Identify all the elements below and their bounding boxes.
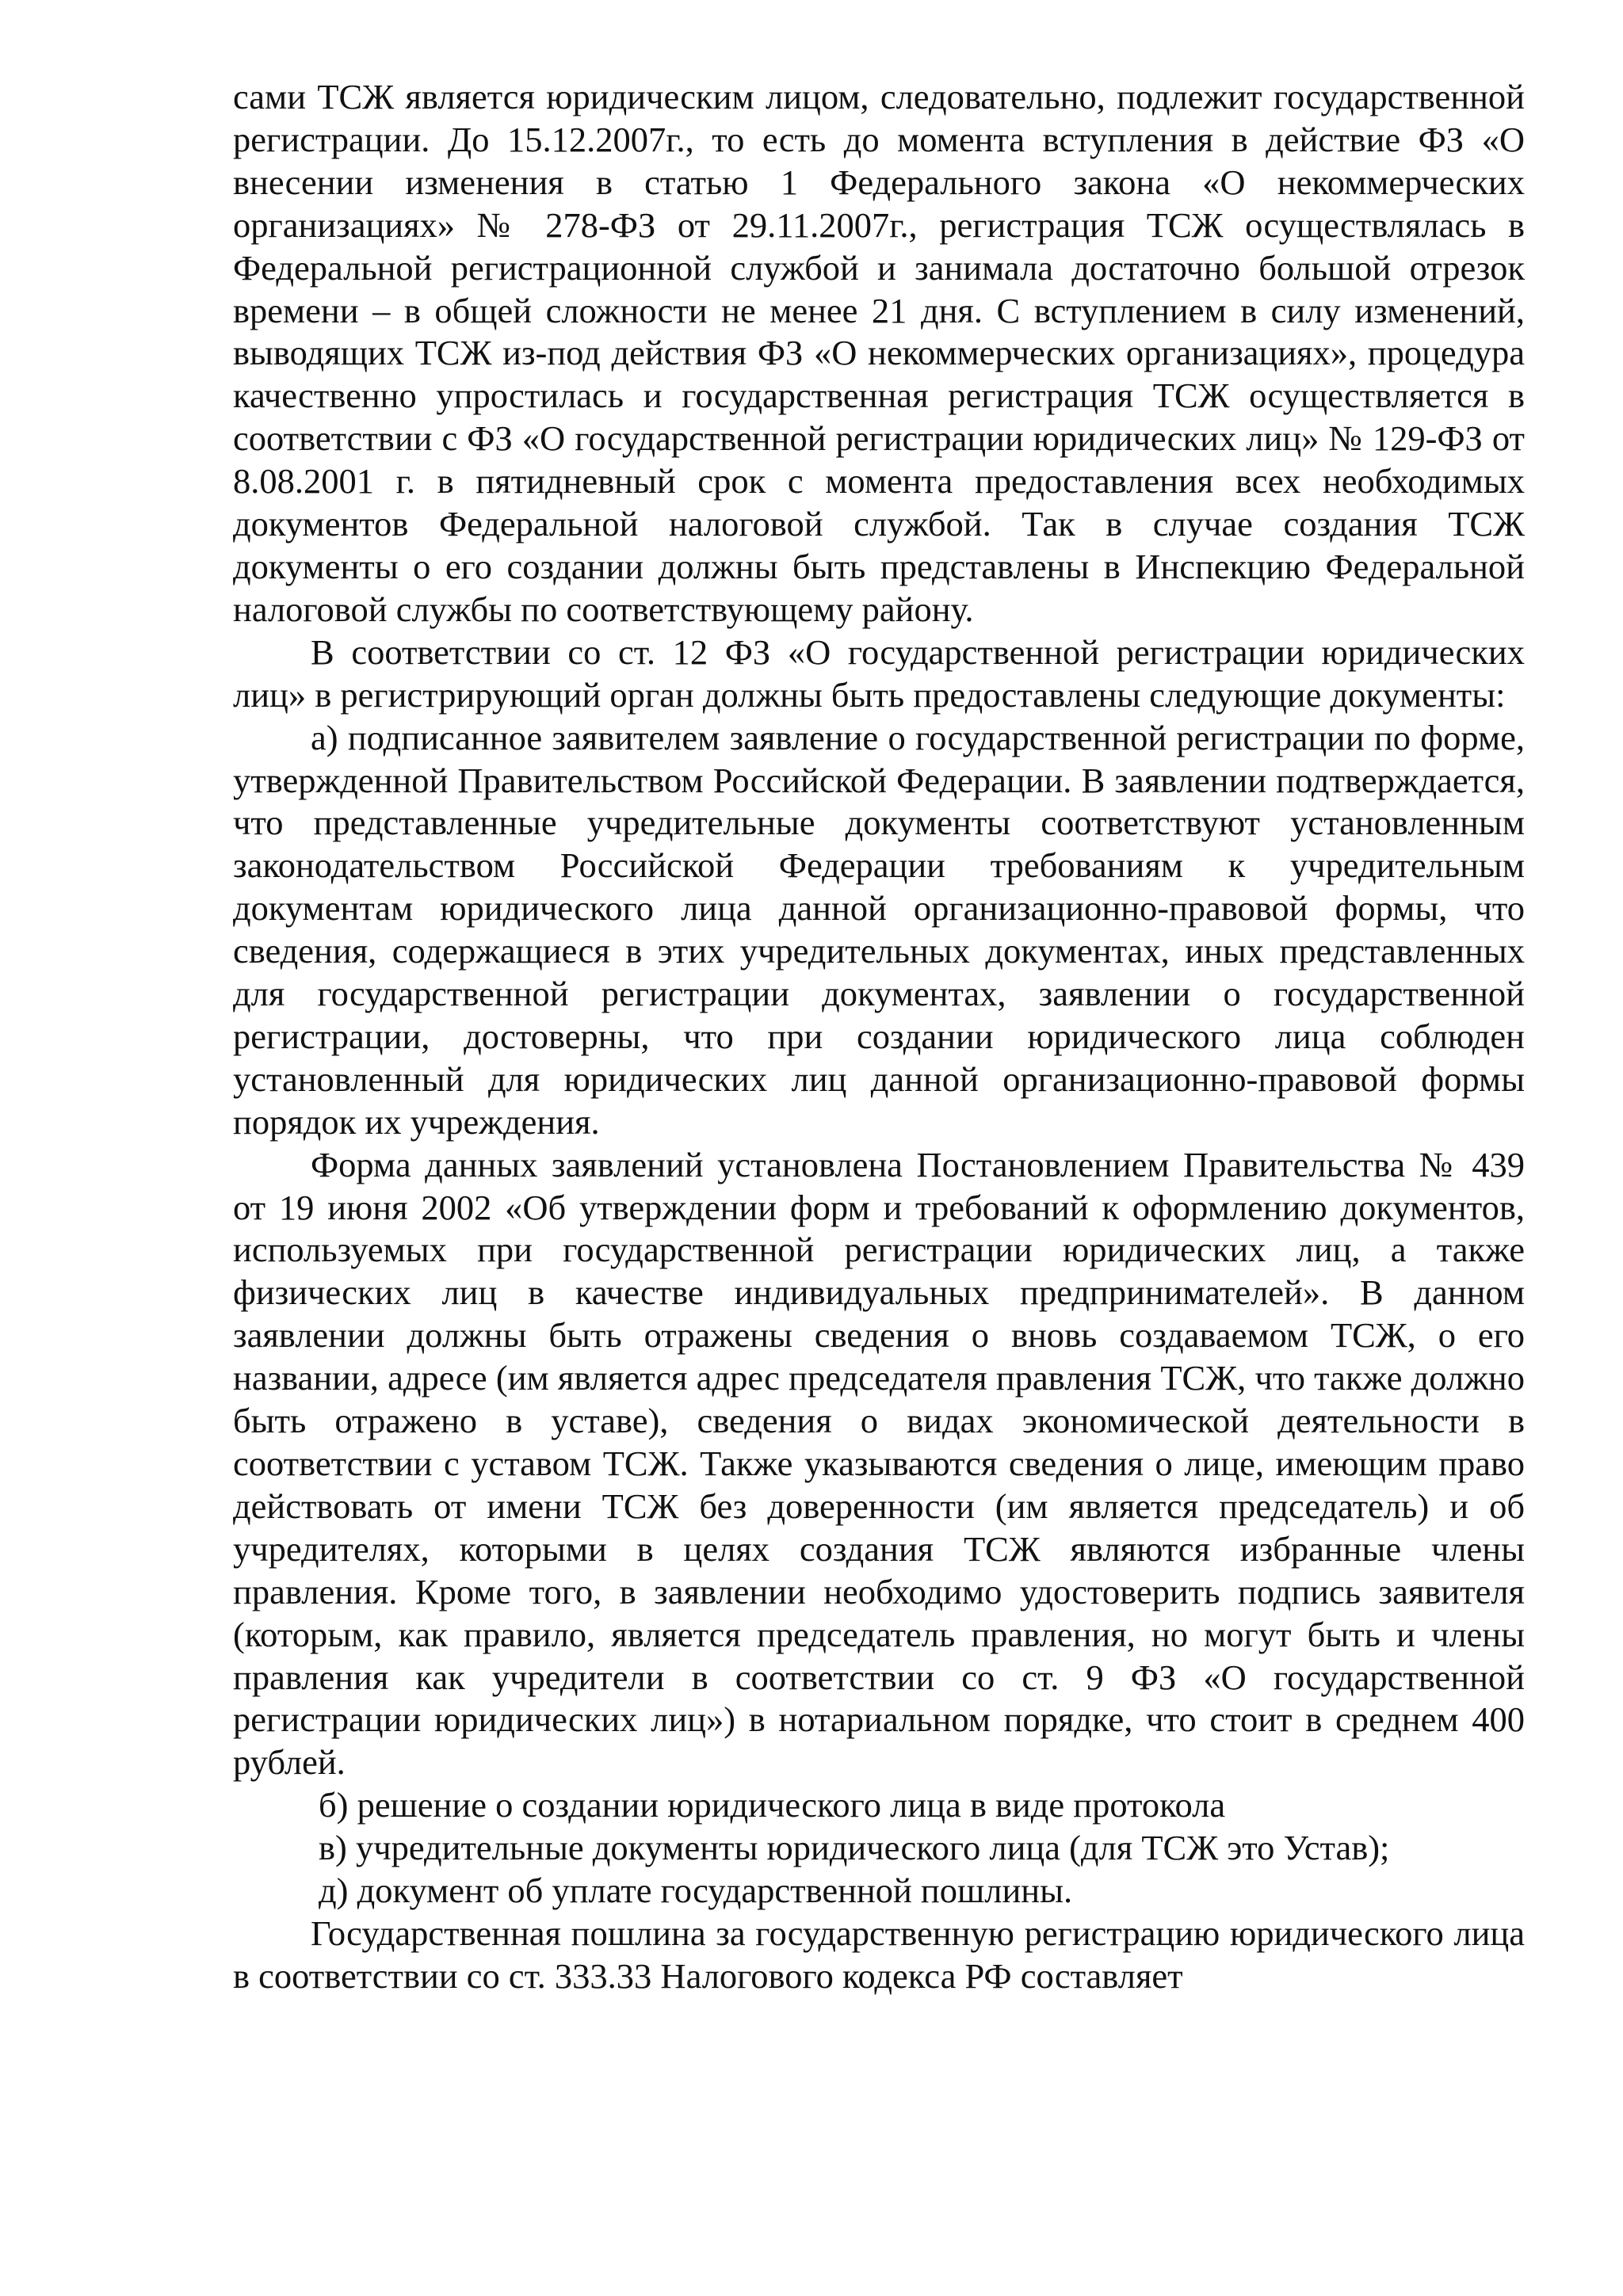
paragraph-item-a-application: а) подписанное заявителем заявление о государственной регистрации по форме, утвержденной Правительством Российской Федерации. В заявлении подтверждается, что представленные учредительные документы соответствуют установленным законодательством Российской Федерации требованиям к учредительным документам юридического лица данной организационно-правовой формы, что сведения, содержащиеся в этих учредительных документах, иных представленных для государственной регистрации документах, заявлении о государственной регистрации, достоверны, что при создании юридического лица соблюден установленный для юридических лиц данной организационно-правовой формы порядок их учреждения.: [233, 717, 1525, 1142]
list-item-d-state-fee-receipt: д) документ об уплате государственной пошлины.: [319, 1871, 1073, 1911]
body-text: [233, 76, 1525, 1998]
paragraph-application-form: Форма данных заявлений установлена Постановлением Правительства № 439 от 19 июня 2002 «Об утверждении форм и требований к оформлению документов, используемых при государственной регистрации юридических лиц, а также физических лиц в качестве индивидуальных предпринимателей». В данном заявлении должны быть отражены сведения о вновь создаваемом ТСЖ, о его названии, адресе (им является адрес председателя правления ТСЖ, что также должно быть отражено в уставе), сведения о видах экономической деятельности в соответствии с уставом ТСЖ. Также указываются сведения о лице, имеющим право действовать от имени ТСЖ без доверенности (им является председатель) и об учредителях, которыми в целях создания ТСЖ являются избранные члены правления. Кроме того, в заявлении необходимо удостоверить подпись заявителя (которым, как правило, является председатель правления, но могут быть и члены правления как учредители в соответствии со ст. 9 ФЗ «О государственной регистрации юридических лиц») в нотариальном порядке, что стоит в среднем 400 рублей.: [233, 1144, 1525, 1783]
list-item-v-founding-documents: в) учредительные документы юридического лица (для ТСЖ это Устав);: [319, 1828, 1390, 1868]
paragraph-required-documents-intro: В соответствии со ст. 12 ФЗ «О государственной регистрации юридических лиц» в регистрирующий орган должны быть предоставлены следующие документы:: [233, 631, 1525, 715]
paragraph-registration-history: сами ТСЖ является юридическим лицом, следовательно, подлежит государственной регистрации. До 15.12.2007г., то есть до момента вступления в действие ФЗ «О внесении изменения в статью 1 Федерального закона «О некоммерческих организациях» № 278-ФЗ от 29.11.2007г., регистрация ТСЖ осуществлялась в Федеральной регистрационной службой и занимала достаточно большой отрезок времени – в общей сложности не менее 21 дня. С вступлением в силу изменений, выводящих ТСЖ из-под действия ФЗ «О некоммерческих организациях», процедура качественно упростилась и государственная регистрация ТСЖ осуществляется в соответствии с ФЗ «О государственной регистрации юридических лиц» № 129-ФЗ от 8.08.2001 г. в пятидневный срок с момента предоставления всех необходимых документов Федеральной налоговой службой. Так в случае создания ТСЖ документы о его создании должны быть представлены в Инспекцию Федеральной налоговой службы по соответствующему району.: [233, 77, 1525, 629]
paragraph-state-fee: Государственная пошлина за государственную регистрацию юридического лица в соответствии со ст. 333.33 Налогового кодекса РФ составляет: [233, 1913, 1525, 1996]
list-item-b-decision: б) решение о создании юридического лица в виде протокола: [319, 1785, 1226, 1825]
